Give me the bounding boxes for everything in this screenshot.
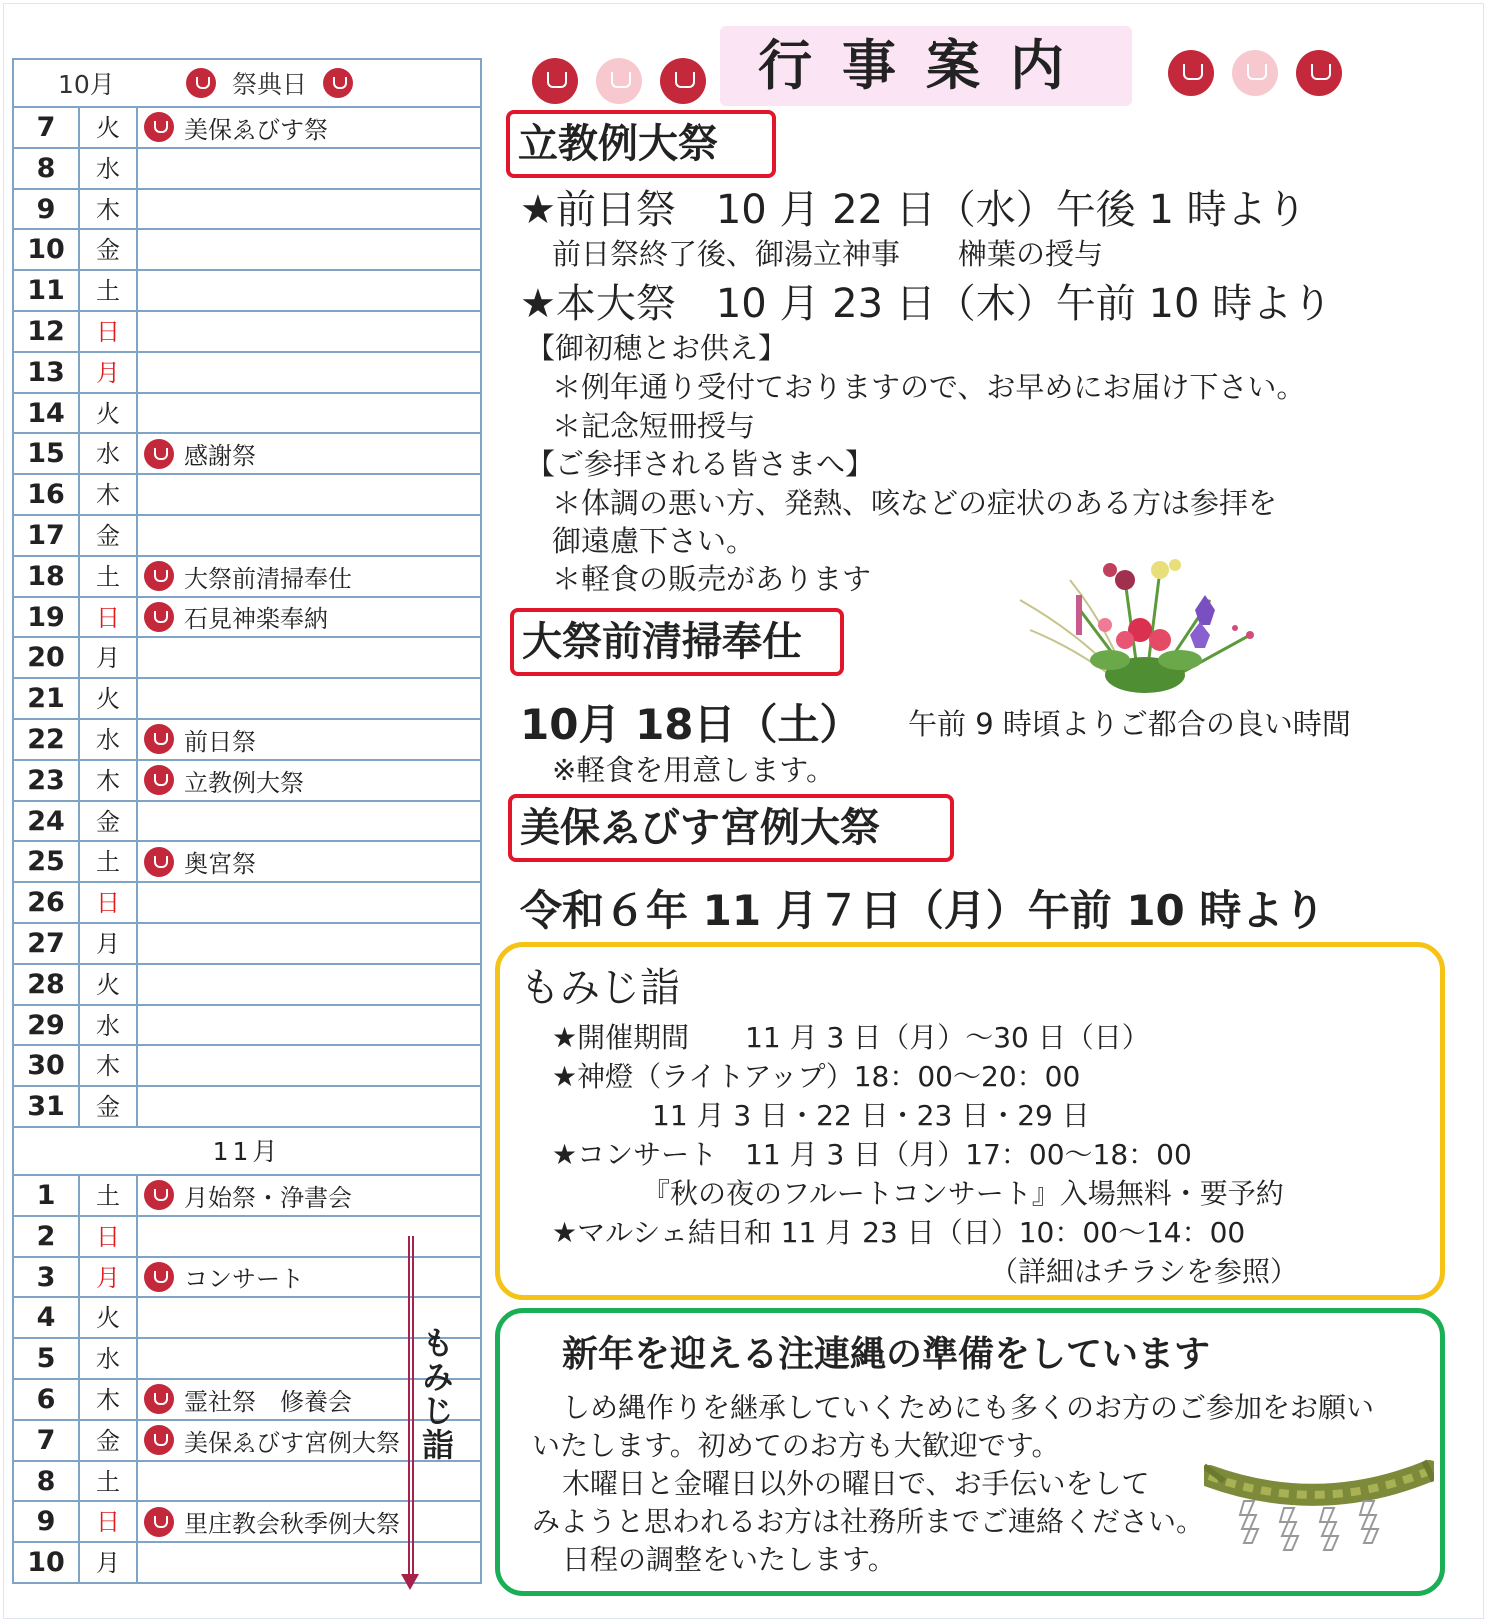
- calendar-row: [14, 1462, 480, 1503]
- plum-flower-icon: [596, 58, 642, 104]
- calendar-day: 24: [14, 802, 80, 841]
- calendar-weekday: 月: [80, 1543, 138, 1582]
- plum-flower-icon: [144, 724, 174, 754]
- calendar-day: 6: [14, 1380, 80, 1419]
- calendar-row: [14, 1298, 480, 1339]
- calendar-weekday: 火: [80, 1298, 138, 1337]
- shimenawa-line-5: 日程の調整をいたします。: [562, 1543, 896, 1576]
- autumn-flowers-illustration: [1010, 540, 1290, 700]
- calendar-weekday: 木: [80, 1380, 138, 1419]
- shimenawa-line-1: しめ縄作りを継承していくためにも多くのお方のご参加をお願い: [562, 1391, 1375, 1424]
- plum-flower-icon: [144, 439, 174, 469]
- november-rows: [14, 1176, 480, 1584]
- plum-flower-icon: [144, 1507, 174, 1537]
- calendar-row: [14, 1339, 480, 1380]
- calendar-weekday: 日: [80, 1502, 138, 1541]
- calendar-day: 4: [14, 1298, 80, 1337]
- calendar-event-label: 石見神楽奉納: [184, 605, 328, 634]
- calendar-day: 10: [14, 1543, 80, 1582]
- calendar-day: 9: [14, 1502, 80, 1541]
- calendar-weekday: 日: [80, 598, 138, 637]
- calendar-weekday: 金: [80, 1421, 138, 1460]
- calendar-day: 12: [14, 312, 80, 351]
- calendar-row: [14, 1258, 480, 1299]
- cleaning-service-time: 午前 9 時頃よりご都合の良い時間: [908, 707, 1351, 741]
- calendar-event: [138, 190, 480, 229]
- calendar-row: [14, 1046, 480, 1087]
- calendar-event: [138, 271, 480, 310]
- calendar-event: [138, 883, 480, 922]
- calendar-weekday: 火: [80, 394, 138, 433]
- momiji-period: ★開催期間 11 月 3 日（月）～30 日（日）: [552, 1021, 1150, 1054]
- calendar-weekday: 水: [80, 720, 138, 759]
- calendar-event-label: 月始祭・浄書会: [184, 1183, 352, 1212]
- calendar-row: [14, 475, 480, 516]
- calendar-event: [138, 516, 480, 555]
- calendar-day: 8: [14, 149, 80, 188]
- calendar-day: 1: [14, 1176, 80, 1215]
- calendar-event-label: 里庄教会秋季例大祭: [184, 1510, 400, 1539]
- eve-festival-note: 前日祭終了後、御湯立神事 榊葉の授与: [552, 237, 1104, 271]
- momiji-period-arrow: [408, 1236, 410, 1576]
- calendar-row: [14, 1421, 480, 1462]
- calendar-event: [138, 353, 480, 392]
- calendar-event: [138, 965, 480, 1004]
- calendar-event: [138, 149, 480, 188]
- calendar-day: 3: [14, 1258, 80, 1297]
- calendar-day: 30: [14, 1046, 80, 1085]
- shimenawa-line-4: みようと思われるお方は社務所までご連絡ください。: [532, 1505, 1205, 1538]
- october-label: 10月: [58, 70, 115, 99]
- calendar-row: [14, 1217, 480, 1258]
- calendar-row: [14, 842, 480, 883]
- calendar-day: 9: [14, 190, 80, 229]
- calendar-day: 7: [14, 108, 80, 147]
- calendar-event: [138, 434, 480, 473]
- calendar-row: [14, 761, 480, 802]
- calendar-row: [14, 394, 480, 435]
- calendar-event: [138, 230, 480, 269]
- calendar-row: [14, 230, 480, 271]
- plum-flower-icon: [1296, 50, 1342, 96]
- calendar-row: [14, 149, 480, 190]
- calendar-event: [138, 720, 480, 759]
- calendar-event: [138, 842, 480, 881]
- calendar-row: [14, 638, 480, 679]
- calendar-weekday: 月: [80, 924, 138, 963]
- calendar-day: 21: [14, 679, 80, 718]
- calendar-row: [14, 720, 480, 761]
- plum-flower-icon: [144, 1425, 174, 1455]
- momiji-title: もみじ詣: [520, 965, 680, 1011]
- banner-flowers-left: [532, 58, 706, 104]
- shimenawa-illustration: [1204, 1456, 1434, 1586]
- calendar-weekday: 日: [80, 1217, 138, 1256]
- calendar-weekday: 日: [80, 312, 138, 351]
- calendar-weekday: 土: [80, 842, 138, 881]
- calendar-weekday: 金: [80, 516, 138, 555]
- shimenawa-title: 新年を迎える注連縄の準備をしています: [562, 1334, 1211, 1375]
- calendar-header: [14, 60, 480, 108]
- mihoebisu-festival-title: 美保ゑびす宮例大祭: [508, 794, 954, 862]
- calendar-event: [138, 1502, 480, 1541]
- calendar-event: [138, 1258, 480, 1297]
- momiji-lightup-dates: 11 月 3 日・22 日・23 日・29 日: [652, 1099, 1090, 1132]
- calendar-day: 29: [14, 1006, 80, 1045]
- calendar-event: [138, 1217, 480, 1256]
- plum-flower-icon: [532, 58, 578, 104]
- calendar-row: [14, 883, 480, 924]
- calendar-event-label: 感謝祭: [184, 442, 256, 471]
- banner-flowers-right: [1168, 50, 1342, 96]
- calendar-event: [138, 1176, 480, 1215]
- calendar-event: [138, 1046, 480, 1085]
- calendar-weekday: 火: [80, 108, 138, 147]
- calendar-event: [138, 312, 480, 351]
- calendar-event: [138, 802, 480, 841]
- calendar-event: [138, 679, 480, 718]
- calendar-day: 22: [14, 720, 80, 759]
- calendar-day: 18: [14, 557, 80, 596]
- calendar-event: [138, 1006, 480, 1045]
- plum-flower-icon: [144, 112, 174, 142]
- calendar-row: [14, 1006, 480, 1047]
- calendar-day: 15: [14, 434, 80, 473]
- calendar-event: [138, 761, 480, 800]
- food-note: ＊軽食の販売があります: [552, 562, 872, 596]
- momiji-concert: ★コンサート 11 月 3 日（月）17：00～18：00: [552, 1138, 1192, 1171]
- calendar-event-label: 大祭前清掃奉仕: [184, 564, 352, 593]
- calendar-weekday: 水: [80, 149, 138, 188]
- calendar-row: [14, 802, 480, 843]
- visitors-heading: 【ご参拝される皆さまへ】: [526, 447, 875, 481]
- calendar-weekday: 火: [80, 679, 138, 718]
- plum-flower-icon: [144, 1262, 174, 1292]
- calendar-day: 10: [14, 230, 80, 269]
- momiji-flyer-note: （詳細はチラシを参照）: [990, 1255, 1299, 1288]
- calendar-day: 27: [14, 924, 80, 963]
- calendar-weekday: 日: [80, 883, 138, 922]
- momiji-marche: ★マルシェ結日和 11 月 23 日（日）10：00～14：00: [552, 1216, 1246, 1249]
- october-rows: [14, 108, 480, 1128]
- calendar-row: [14, 312, 480, 353]
- calendar-weekday: 木: [80, 190, 138, 229]
- plum-flower-icon: [1168, 50, 1214, 96]
- momiji-vertical-label: もみじ詣: [417, 1326, 455, 1462]
- calendar-row: [14, 598, 480, 639]
- plum-flower-icon: [144, 765, 174, 795]
- shimenawa-line-3: 木曜日と金曜日以外の曜日で、お手伝いをして: [562, 1467, 1150, 1500]
- calendar-event-label: 美保ゑびす祭: [184, 115, 328, 144]
- calendar-row: [14, 353, 480, 394]
- calendar-event-label: 前日祭: [184, 727, 256, 756]
- mihoebisu-festival-date: 令和６年 11 月７日（月）午前 10 時より: [520, 886, 1326, 935]
- calendar-row: [14, 679, 480, 720]
- november-label: 11月: [14, 1128, 480, 1176]
- calendar-row: [14, 434, 480, 475]
- calendar-event-label: 立教例大祭: [184, 768, 304, 797]
- calendar-weekday: 水: [80, 434, 138, 473]
- calendar-day: 17: [14, 516, 80, 555]
- festival-day-label: 祭典日: [232, 70, 308, 99]
- calendar-event: [138, 1543, 480, 1582]
- health-note: ＊体調の悪い方、発熱、咳などの症状のある方は参拝を: [552, 486, 1278, 520]
- calendar-day: 14: [14, 394, 80, 433]
- calendar-weekday: 金: [80, 230, 138, 269]
- plum-flower-icon: [144, 561, 174, 591]
- health-note-cont: 御遠慮下さい。: [552, 524, 756, 558]
- calendar-event-label: 奥宮祭: [184, 850, 256, 879]
- calendar-day: 19: [14, 598, 80, 637]
- calendar-day: 28: [14, 965, 80, 1004]
- calendar-weekday: 土: [80, 1176, 138, 1215]
- calendar-row: [14, 516, 480, 557]
- plum-flower-icon: [144, 847, 174, 877]
- plum-flower-icon: [144, 1384, 174, 1414]
- plum-flower-icon: [186, 68, 216, 98]
- calendar-event: [138, 598, 480, 637]
- momiji-lightup: ★神燈（ライトアップ）18：00～20：00: [552, 1060, 1081, 1093]
- rikkyo-grand-festival-title: 立教例大祭: [506, 110, 776, 178]
- calendar-weekday: 月: [80, 1258, 138, 1297]
- calendar-event-label: 美保ゑびす宮例大祭: [184, 1428, 400, 1457]
- plum-flower-icon: [144, 1180, 174, 1210]
- calendar-event: [138, 638, 480, 677]
- calendar-weekday: 水: [80, 1006, 138, 1045]
- calendar-day: 23: [14, 761, 80, 800]
- calendar-day: 2: [14, 1217, 80, 1256]
- calendar-row: [14, 108, 480, 149]
- cleaning-service-title: 大祭前清掃奉仕: [510, 608, 844, 676]
- calendar-event: [138, 557, 480, 596]
- calendar-row: [14, 924, 480, 965]
- calendar-weekday: 月: [80, 638, 138, 677]
- plum-flower-icon: [1232, 50, 1278, 96]
- calendar-event: [138, 475, 480, 514]
- plum-flower-icon: [660, 58, 706, 104]
- tanzaku-note: ＊記念短冊授与: [552, 409, 756, 443]
- eve-festival-line: ★前日祭 10 月 22 日（水）午後 1 時より: [520, 187, 1307, 233]
- calendar-day: 7: [14, 1421, 80, 1460]
- calendar-weekday: 土: [80, 271, 138, 310]
- calendar-weekday: 火: [80, 965, 138, 1004]
- calendar-day: 13: [14, 353, 80, 392]
- calendar-day: 31: [14, 1087, 80, 1126]
- calendar-day: 8: [14, 1462, 80, 1501]
- calendar-row: [14, 1380, 480, 1421]
- cleaning-service-note: ※軽食を用意します。: [552, 753, 835, 787]
- calendar-row: [14, 965, 480, 1006]
- plum-flower-icon: [144, 602, 174, 632]
- calendar-day: 20: [14, 638, 80, 677]
- calendar-weekday: 金: [80, 1087, 138, 1126]
- calendar-row: [14, 190, 480, 231]
- calendar-row: [14, 1176, 480, 1217]
- calendar-event-label: 霊社祭 修養会: [184, 1387, 352, 1416]
- calendar-weekday: 月: [80, 353, 138, 392]
- calendar-row: [14, 1502, 480, 1543]
- calendar-weekday: 金: [80, 802, 138, 841]
- calendar-row: [14, 557, 480, 598]
- calendar-weekday: 土: [80, 557, 138, 596]
- main-festival-line: ★本大祭 10 月 23 日（木）午前 10 時より: [520, 281, 1333, 327]
- calendar-weekday: 木: [80, 761, 138, 800]
- page-title: 行事案内: [720, 26, 1132, 106]
- calendar-weekday: 水: [80, 1339, 138, 1378]
- momiji-concert-detail: 『秋の夜のフルートコンサート』入場無料・要予約: [642, 1177, 1284, 1210]
- calendar-weekday: 木: [80, 1046, 138, 1085]
- calendar-event: [138, 394, 480, 433]
- calendar-row: [14, 1087, 480, 1128]
- offering-heading: 【御初穂とお供え】: [526, 331, 788, 365]
- plum-flower-icon: [323, 68, 353, 98]
- calendar-row: [14, 271, 480, 312]
- offering-note: ＊例年通り受付ておりますので、お早めにお届け下さい。: [552, 370, 1306, 404]
- calendar-weekday: 土: [80, 1462, 138, 1501]
- calendar-day: 5: [14, 1339, 80, 1378]
- calendar-day: 26: [14, 883, 80, 922]
- calendar-day: 25: [14, 842, 80, 881]
- calendar-day: 11: [14, 271, 80, 310]
- calendar-event: [138, 1087, 480, 1126]
- calendar-event: [138, 1462, 480, 1501]
- calendar-weekday: 木: [80, 475, 138, 514]
- calendar-event: [138, 108, 480, 147]
- cleaning-service-date: 10月 18日（土）: [520, 700, 862, 749]
- calendar-event-label: コンサート: [184, 1265, 304, 1294]
- shimenawa-line-2: いたします。初めてのお方も大歓迎です。: [532, 1429, 1060, 1462]
- calendar-day: 16: [14, 475, 80, 514]
- calendar-event: [138, 924, 480, 963]
